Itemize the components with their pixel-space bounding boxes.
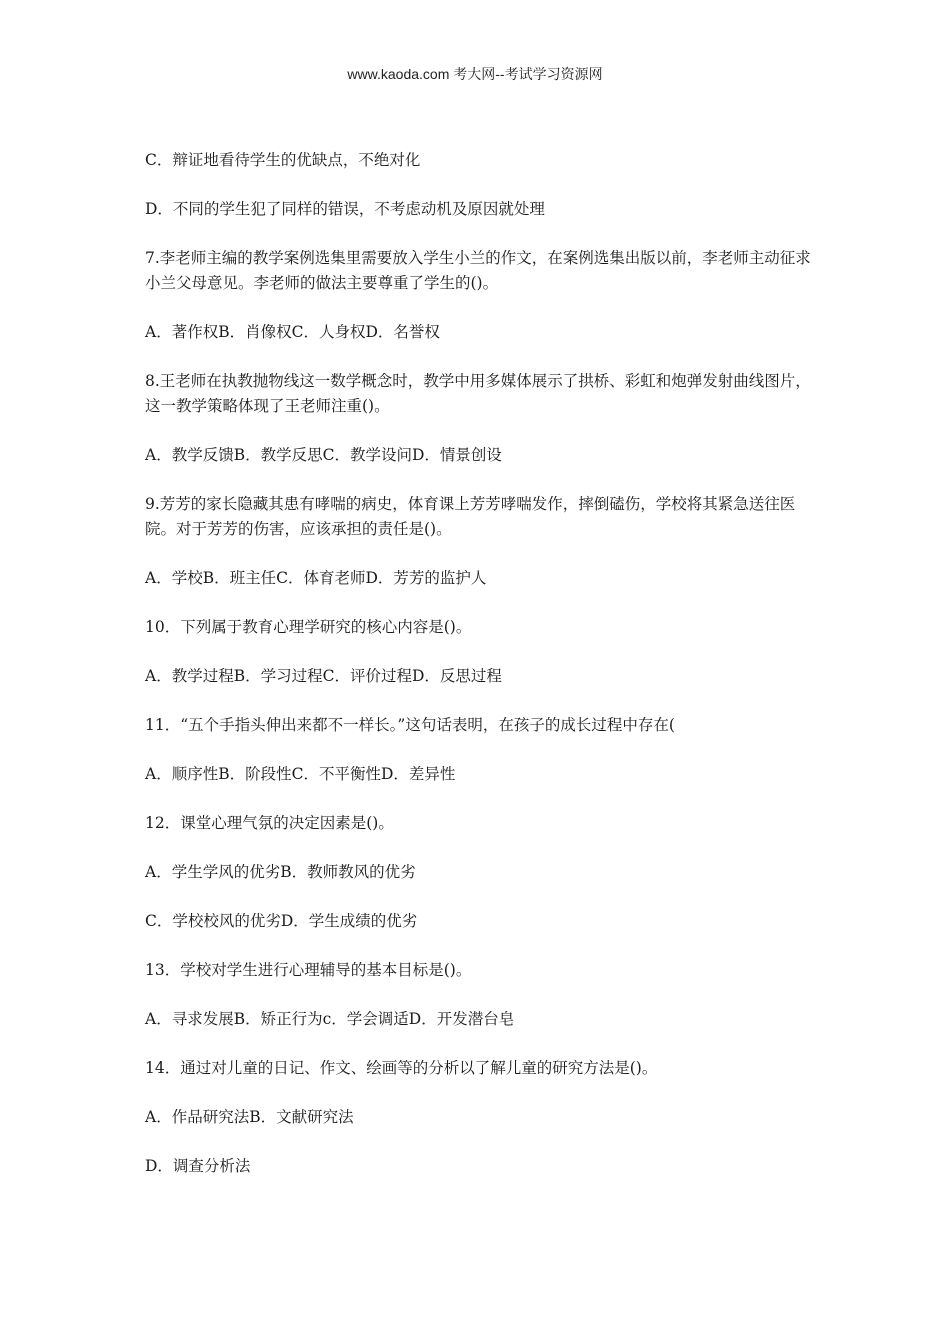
- question-11-options: A．顺序性B．阶段性C．不平衡性D．差异性: [145, 765, 456, 783]
- document-body: [145, 148, 815, 1203]
- question-7: 7.李老师主编的教学案例选集里需要放入学生小兰的作文，在案例选集出版以前，李老师主动征求小兰父母意见。李老师的做法主要尊重了学生的()。: [145, 249, 811, 292]
- question-10-options: A．教学过程B．学习过程C．评价过程D．反思过程: [145, 667, 502, 685]
- question-13-options: A．寻求发展B．矫正行为c．学会调适D．开发潜台皂: [145, 1010, 515, 1028]
- option-line-c: C．辩证地看待学生的优缺点，不绝对化: [145, 151, 421, 169]
- question-7-options: A．著作权B．肖像权C．人身权D．名誉权: [145, 323, 440, 341]
- page-header: www.kaoda.com 考大网--考试学习资源网: [347, 66, 603, 82]
- question-8: 8.王老师在执教抛物线这一数学概念时，教学中用多媒体展示了拱桥、彩虹和炮弹发射曲线图片，这一教学策略体现了王老师注重()。: [145, 372, 811, 415]
- question-9-options: A．学校B．班主任C．体育老师D．芳芳的监护人: [145, 569, 487, 587]
- option-line-d: D．不同的学生犯了同样的错误，不考虑动机及原因就处理: [145, 200, 545, 218]
- question-12: 12．课堂心理气氛的决定因素是()。: [145, 814, 394, 832]
- question-11: 11．“五个手指头伸出来都不一样长。”这句话表明，在孩子的成长过程中存在(: [145, 716, 675, 734]
- question-14-options-d: D．调查分析法: [145, 1157, 251, 1175]
- question-8-options: A．教学反馈B．教学反思C．教学设问D．情景创设: [145, 446, 502, 464]
- question-14-options-ab: A．作品研究法B．文献研究法: [145, 1108, 354, 1126]
- question-12-options-ab: A．学生学风的优劣B．教师教风的优劣: [145, 863, 416, 881]
- question-9: 9.芳芳的家长隐藏其患有哮喘的病史，体育课上芳芳哮喘发作，摔倒磕伤，学校将其紧急送往医院。对于芳芳的伤害，应该承担的责任是()。: [145, 495, 796, 538]
- question-12-options-cd: C．学校校风的优劣D．学生成绩的优劣: [145, 912, 418, 930]
- question-10: 10．下列属于教育心理学研究的核心内容是()。: [145, 618, 472, 636]
- question-13: 13．学校对学生进行心理辅导的基本目标是()。: [145, 961, 472, 979]
- question-14: 14．通过对儿童的日记、作文、绘画等的分析以了解儿童的研究方法是()。: [145, 1059, 658, 1077]
